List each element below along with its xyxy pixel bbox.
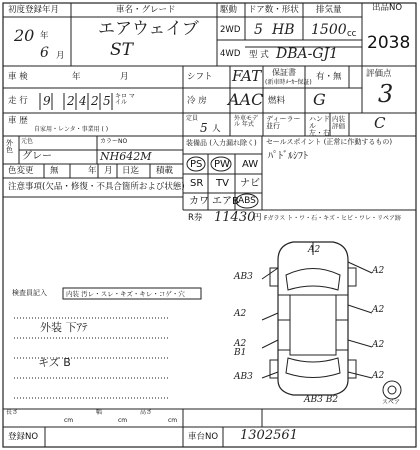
recycle-value: 11430 xyxy=(214,210,256,225)
first-reg-label: 初度登録年月 xyxy=(8,5,60,15)
drive-label: 駆動 xyxy=(220,5,238,15)
mark-a2-rt: A2 xyxy=(372,266,385,276)
inspection-note-2: キズ B xyxy=(38,356,71,369)
equip-aw: AW xyxy=(242,159,259,170)
chassis-no: 1302561 xyxy=(240,428,298,443)
interior-label: 内装 評価 xyxy=(332,115,345,130)
inspector-options: 内装 汚レ・スレ・キズ・キレ・コゲ・穴 xyxy=(66,290,185,298)
capacity-unit: 人 xyxy=(212,124,221,134)
cc-unit: cc xyxy=(347,29,357,39)
doors-shape-label: ドア数・形状 xyxy=(248,5,299,15)
mileage-digit-5: 5 xyxy=(103,94,111,108)
shift-label: シフト xyxy=(187,72,213,82)
accumulated-label: 積載 xyxy=(156,166,174,176)
height-label: 高さ xyxy=(140,409,153,416)
equip-airbag: エアB xyxy=(212,196,239,207)
damage-legend: Fガラス ト・ワ・石・キズ・ヒビ・ワレ・リペア跡 xyxy=(264,215,401,222)
equipment-label: 装備品 (入力漏れ除く) xyxy=(186,139,257,147)
exhibit-no: 2038 xyxy=(367,33,411,53)
ac-value: AAC xyxy=(228,90,264,109)
drive-2wd: 2WD xyxy=(220,25,241,35)
model-label: 型 式 xyxy=(249,50,269,60)
sales-point-label: セールスポイント (正常に作動するもの) xyxy=(266,138,393,146)
usage-label: 車 歴 xyxy=(8,116,28,126)
color-change-label: 色変更 xyxy=(8,166,34,176)
exterior-label: 外 色 xyxy=(6,139,13,154)
history-until: 日迄 xyxy=(122,166,140,176)
shift-value: FAT xyxy=(232,67,262,85)
recycle-unit: 円 xyxy=(253,213,262,223)
fuel-label: 燃料 xyxy=(268,96,286,106)
mileage-digit-4: 2 xyxy=(91,94,99,108)
length-label: 長さ xyxy=(6,409,19,416)
equip-sr: SR xyxy=(190,178,204,189)
exhibit-no-label: 出品NO xyxy=(372,3,403,13)
ext-model-label: 外車モデル 年式 xyxy=(234,115,259,128)
warranty-options: 有・無 xyxy=(316,72,342,82)
notes-label: 注意事項(欠品・修復・不具合箇所および状態) xyxy=(8,182,185,192)
mark-a2-r2: A2 xyxy=(372,340,385,350)
color-change-value: 無 xyxy=(50,166,59,176)
inspector-label: 検査員記入 xyxy=(12,289,47,297)
month-unit: 月 xyxy=(56,51,65,61)
mark-a2-l1: A2 xyxy=(234,309,247,319)
exterior-color: グレー xyxy=(22,151,52,162)
shaken-year-unit: 年 xyxy=(72,72,81,82)
mileage-label: 走 行 xyxy=(8,96,28,106)
mark-a2b1-l: A2 B1 xyxy=(234,339,247,358)
sales-point-text: ﾊﾟﾄﾞﾙｼﾌﾄ xyxy=(268,151,308,162)
color-no: NH642M xyxy=(100,150,152,163)
chassis-label: 車台NO xyxy=(188,432,219,442)
dealer-label: ディーラー 並行 xyxy=(266,115,301,130)
reg-month: 6 xyxy=(40,45,49,61)
mileage-unit: キロ マイル xyxy=(115,93,135,106)
spare-label: スペア xyxy=(382,399,401,406)
shape-value: HB xyxy=(272,22,295,38)
equip-leather: カワ xyxy=(189,196,209,207)
capacity-label: 定員 xyxy=(186,115,199,122)
score-label: 評価点 xyxy=(366,69,392,79)
reg-no-label: 登録NO xyxy=(8,432,39,442)
equip-navi: ナビ xyxy=(240,178,260,189)
warranty-note: (新車時ﾒｰｶｰ保証) xyxy=(265,79,312,86)
equip-abs: ABS xyxy=(238,196,256,206)
history-year: 年 xyxy=(88,166,97,176)
fuel-value: G xyxy=(313,90,326,109)
mark-a2-rb: A2 xyxy=(372,371,385,381)
displacement-label: 排気量 xyxy=(316,5,342,15)
interior-score: C xyxy=(374,114,386,132)
car-name: エアウェイブ xyxy=(98,19,199,39)
mark-a2-r1: A2 xyxy=(372,305,385,315)
inspection-note-1: 外装 下ｱﾃ xyxy=(40,321,88,334)
warranty-label: 保証書 xyxy=(272,68,296,77)
handle-label: ハンドル 左・右 xyxy=(309,115,330,137)
width-unit: cm xyxy=(118,417,128,424)
mark-ab3-bottom: AB3 B2 xyxy=(304,395,339,405)
ac-label: 冷 房 xyxy=(187,96,207,106)
original-color-label: 元色 xyxy=(21,138,34,145)
history-month: 月 xyxy=(104,166,113,176)
doors-value: 5 xyxy=(254,22,263,38)
mileage-digit-3: 4 xyxy=(79,94,87,108)
length-unit: cm xyxy=(64,417,74,424)
year-unit: 年 xyxy=(40,31,49,41)
car-name-label: 車名・グレード xyxy=(116,5,176,15)
color-no-label: カラーNO xyxy=(100,138,128,145)
displacement-value: 1500 xyxy=(311,22,347,38)
model-value: DBA-GJ1 xyxy=(276,46,339,62)
shaken-month-unit: 月 xyxy=(120,72,129,82)
capacity-value: 5 xyxy=(200,121,208,135)
equip-ps: PS xyxy=(190,159,203,170)
equip-tv: TV xyxy=(216,178,229,189)
usage-options: 自家用・レンタ・事業用 ( ) xyxy=(34,126,109,133)
mileage-digit-2: 2 xyxy=(67,94,75,108)
mark-ab3-lt: AB3 xyxy=(234,272,253,282)
equip-pw: PW xyxy=(214,159,230,170)
drive-4wd: 4WD xyxy=(220,49,241,59)
reg-year: 20 xyxy=(14,26,35,45)
mark-a2-top: A2 xyxy=(308,245,321,255)
grade: ST xyxy=(110,40,133,60)
mileage-digit-1: 9 xyxy=(43,94,51,108)
mark-ab3-lb: AB3 xyxy=(234,372,253,382)
shaken-label: 車 検 xyxy=(8,72,28,82)
width-label: 幅 xyxy=(96,409,103,416)
score-value: 3 xyxy=(378,80,394,108)
recycle-label: R券 xyxy=(188,213,203,223)
height-unit: cm xyxy=(168,417,178,424)
